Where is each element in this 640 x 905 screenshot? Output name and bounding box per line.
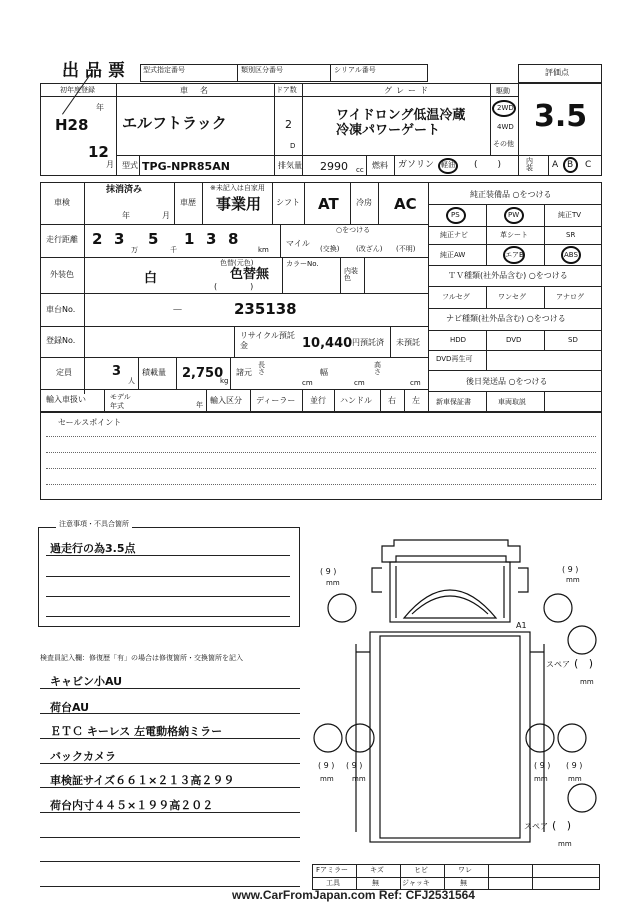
tread-front-left-mm: mm xyxy=(326,579,340,587)
opt-pw: PW xyxy=(508,211,520,219)
note-line-1: キャビン小AU xyxy=(50,675,123,688)
opt-genuine-aw: 純正AW xyxy=(440,251,466,259)
sales-point-box xyxy=(40,412,602,500)
capacity-unit: 人 xyxy=(128,377,135,385)
load-unit: kg xyxy=(220,377,229,385)
grade-line1: ワイドロング低温冷蔵 xyxy=(336,108,466,123)
doors-suffix: D xyxy=(290,142,296,150)
recycle-status: 円預託済 xyxy=(352,338,384,347)
repaint-label: 色替(元色) xyxy=(220,259,254,267)
model-year-unit: 年 xyxy=(196,401,203,409)
category-label: 類別区分番号 xyxy=(241,66,283,74)
car-name-label: 車名 xyxy=(180,86,220,95)
damage-a1: A1 xyxy=(516,621,527,630)
height-label: 高さ xyxy=(374,361,381,376)
chassis-label: 車台No. xyxy=(46,305,76,314)
mileage-label: 走行距離 xyxy=(46,235,78,244)
opt-sd: SD xyxy=(568,336,578,344)
displacement-value: 2990 xyxy=(320,160,348,173)
exchange-label: 交換 xyxy=(322,245,337,253)
mileage-digit-2: 3 xyxy=(114,230,125,248)
opt-airbag: エアB xyxy=(505,251,524,259)
first-reg-label: 初年度登録 xyxy=(60,86,95,94)
tread-rear-left-1-mm: mm xyxy=(320,775,334,783)
caution-text: 過走行の為3.5点 xyxy=(50,542,136,555)
inspection-label: 車検 xyxy=(54,198,70,207)
insp-month-unit: 月 xyxy=(162,211,170,220)
month-unit: 月 xyxy=(106,160,114,169)
model-value: TPG-NPR85AN xyxy=(142,160,230,173)
tread-rear-left-2-mm: mm xyxy=(352,775,366,783)
history-value: 事業用 xyxy=(216,195,262,213)
tread-rear-right-1-mm: mm xyxy=(534,775,548,783)
tread-front-right: 9 xyxy=(567,565,573,574)
sen-unit: 千 xyxy=(170,246,177,254)
interior-color-label: 内装色 xyxy=(344,267,358,282)
mileage-digit-4: 1 xyxy=(184,230,195,248)
serial-label: シリアル番号 xyxy=(334,66,376,74)
height-cm: cm xyxy=(410,379,421,387)
recycle-label: リサイクル預託金 xyxy=(240,331,295,350)
spare-label-1: スペア xyxy=(546,660,570,669)
import-type-label: 輸入区分 xyxy=(210,396,242,405)
sales-point-label: セールスポイント xyxy=(58,418,122,427)
truck-diagram xyxy=(300,532,600,862)
spare-label-2: スペア xyxy=(524,822,548,831)
load-label: 積載量 xyxy=(142,368,166,377)
handle-right: 右 xyxy=(388,396,396,405)
interior-c: C xyxy=(585,160,592,170)
inspection-status: 抹消済み xyxy=(106,185,143,195)
mileage-digit-3: 5 xyxy=(148,230,159,248)
recycle-unpaid: 未預託 xyxy=(396,338,420,347)
inspector-label: 検査員記入欄：修復歴「有」の場合は修復箇所・交換箇所を記入 xyxy=(40,654,243,662)
score-label: 評価点 xyxy=(545,68,569,77)
cooler-value: AC xyxy=(394,195,417,213)
fuel-value: ガソリン xyxy=(398,160,435,170)
drive-label: 駆動 xyxy=(496,87,510,95)
interior-label: 内装 xyxy=(526,157,533,172)
displacement-label: 排気量 xyxy=(278,161,302,170)
circle-note: ○をつける xyxy=(336,226,371,234)
opt-manual: 車両取説 xyxy=(498,398,526,406)
spare-1-mm: mm xyxy=(580,678,594,686)
interior-b: B xyxy=(567,160,574,170)
note-line-6: 荷台内寸４４５×１９９高２０２ xyxy=(50,799,214,812)
interior-a: A xyxy=(552,160,559,170)
opt-hdd: HDD xyxy=(450,336,467,344)
chassis-dash: － xyxy=(172,303,183,316)
opt-dvd-player: DVD再生可 xyxy=(436,355,473,363)
exterior-color: 白 xyxy=(144,271,158,286)
opt-ps: PS xyxy=(451,211,460,219)
legend-h4: ワレ xyxy=(458,866,472,874)
import-label: 輸入車扱い xyxy=(46,395,86,404)
man-unit: 万 xyxy=(131,246,138,254)
shift-label: シフト xyxy=(276,198,300,207)
grade-line2: 冷凍パワーゲート xyxy=(336,123,441,138)
mile-label: マイル xyxy=(286,239,310,248)
handle-left: 左 xyxy=(412,396,420,405)
history-label: 車歴 xyxy=(180,198,196,207)
tread-rear-right-2: 9 xyxy=(571,761,577,770)
load-value: 2,750 xyxy=(182,366,224,381)
cooler-label: 冷房 xyxy=(356,198,372,207)
width-label: 幅 xyxy=(320,368,328,377)
color-no-label: カラーNo. xyxy=(286,260,319,268)
capacity-label: 定員 xyxy=(56,368,72,377)
model-label: 型式 xyxy=(122,161,138,170)
width-cm: cm xyxy=(354,379,365,387)
opt-warranty: 新車保証書 xyxy=(436,398,471,406)
doors-value: 2 xyxy=(285,118,292,131)
modified-label: 改ざん xyxy=(358,245,380,253)
capacity-value: 3 xyxy=(112,364,122,379)
displacement-unit: cc xyxy=(356,166,364,174)
exterior-color-label: 外装色 xyxy=(50,270,74,279)
length-cm: cm xyxy=(302,379,313,387)
fuel-light: 軽油 xyxy=(441,161,455,169)
handle-label: ハンドル xyxy=(340,396,372,405)
length-label: 長さ xyxy=(258,361,265,376)
tread-rear-left-2: 9 xyxy=(351,761,357,770)
size-label: 諸元 xyxy=(236,368,252,377)
tread-rear-left-1: 9 xyxy=(323,761,329,770)
drive-2wd: 2WD xyxy=(497,104,514,112)
opt-leather: 革シート xyxy=(500,231,528,239)
legend-h3: ヒビ xyxy=(414,866,428,874)
score-value: 3.5 xyxy=(534,99,588,134)
mileage-digit-5: 3 xyxy=(206,230,217,248)
legend-h2: キズ xyxy=(370,866,384,874)
after-title: 後日発送品 ○をつける xyxy=(466,377,548,386)
mileage-digit-1: 2 xyxy=(92,230,103,248)
drive-other: その他 xyxy=(493,140,514,148)
opt-abs: ABS xyxy=(564,251,578,259)
note-line-3: ＥＴＣ キーレス 左電動格納ミラー xyxy=(50,725,223,738)
opt-oneseg: ワンセグ xyxy=(498,293,526,301)
parallel-option: 並行 xyxy=(310,396,326,405)
tv-title: ＴＶ種類(社外品含む) ○をつける xyxy=(448,271,568,280)
spare-2-mm: mm xyxy=(558,840,572,848)
opt-genuine-navi: 純正ナビ xyxy=(440,231,468,239)
km-unit: km xyxy=(258,246,269,254)
model-year-label: モデル年式 xyxy=(110,393,131,410)
opt-fullseg: フルセグ xyxy=(442,293,470,301)
first-reg-month: 12 xyxy=(88,143,109,161)
tread-rear-right-2-mm: mm xyxy=(568,775,582,783)
drive-4wd: 4WD xyxy=(497,123,514,131)
model-cert-label: 型式指定番号 xyxy=(143,66,185,74)
insp-year-unit: 年 xyxy=(122,211,130,220)
navi-title: ナビ種類(社外品含む) ○をつける xyxy=(446,314,566,323)
recycle-value: 10,440 xyxy=(302,336,353,351)
tread-front-left: 9 xyxy=(325,567,331,576)
opt-genuine-tv: 純正TV xyxy=(558,211,582,219)
shift-value: AT xyxy=(318,195,339,213)
history-note: ※未記入は自家用 xyxy=(210,184,265,192)
reg-no-label: 登録No. xyxy=(46,336,76,345)
tread-front-right-mm: mm xyxy=(566,576,580,584)
dealer-option: ディーラー xyxy=(256,396,296,405)
year-unit: 年 xyxy=(96,103,104,112)
legend-r1: 工具 xyxy=(326,879,340,887)
opt-dvd: DVD xyxy=(506,336,522,344)
opt-sr: SR xyxy=(566,231,576,239)
fuel-label: 燃料 xyxy=(372,161,388,170)
legend-h1: Fアミラー xyxy=(316,866,349,874)
first-reg-era-year: H28 xyxy=(55,116,89,134)
footer-ref: www.CarFromJapan.com Ref: CFJ2531564 xyxy=(232,888,475,902)
chassis-number: 235138 xyxy=(234,300,297,318)
form-title: 出品票 xyxy=(62,61,131,81)
grade-label: グレード xyxy=(384,86,432,95)
mileage-digit-6: 8 xyxy=(228,230,239,248)
note-line-4: バックカメラ xyxy=(50,750,116,763)
opt-analog: アナログ xyxy=(556,293,584,301)
tread-rear-right-1: 9 xyxy=(539,761,545,770)
note-line-5: 車検証サイズ６６１×２１３高２９９ xyxy=(50,774,235,787)
genuine-title: 純正装備品 ○をつける xyxy=(470,190,552,199)
caution-label: 注意事項・不具合箇所 xyxy=(56,521,132,528)
legend-r3: ジャッキ xyxy=(402,879,430,887)
note-line-2: 荷台AU xyxy=(50,701,90,714)
repaint-value: 色替無 xyxy=(230,267,270,282)
legend-r2: 無 xyxy=(372,879,379,887)
legend-r4: 無 xyxy=(460,879,467,887)
unknown-label: 不明 xyxy=(398,245,413,253)
doors-label: ドア数 xyxy=(276,86,297,94)
car-name: エルフトラック xyxy=(122,114,227,132)
